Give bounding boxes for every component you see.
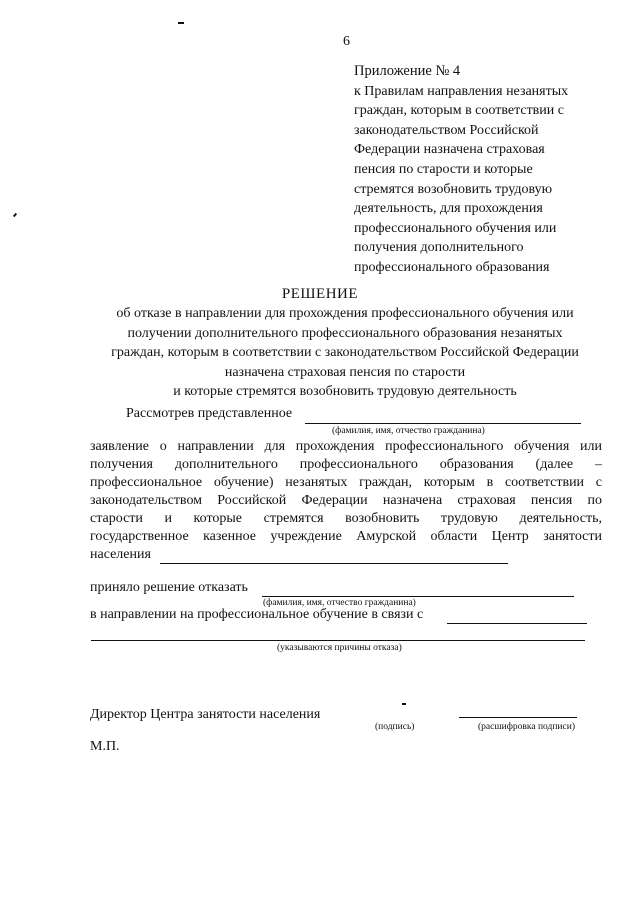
director-label: Директор Центра занятости населения xyxy=(90,707,321,722)
statement-line: старости и которые стремятся возобновить трудовую деятельность, xyxy=(90,511,602,526)
appendix-line: профессионального обучения или xyxy=(354,220,557,236)
refused-citizen-caption: (фамилия, имя, отчество гражданина) xyxy=(263,598,416,608)
decided-label: приняло решение отказать xyxy=(90,580,248,595)
stamp-label: М.П. xyxy=(90,739,120,754)
decision-title: РЕШЕНИЕ xyxy=(281,286,359,302)
statement-line: профессиональное обучение) незанятых граждан, которым в соответствии с xyxy=(90,475,602,490)
statement-line: государственное казенное учреждение Амурской области Центр занятости xyxy=(90,529,602,544)
reason-field-continued[interactable] xyxy=(91,640,585,641)
referral-label: в направлении на профессиональное обучение в связи с xyxy=(90,607,424,622)
citizen-name-field[interactable] xyxy=(305,423,581,424)
appendix-line: Федерации назначена страховая xyxy=(354,142,545,158)
signature-caption: (подпись) xyxy=(375,722,415,732)
reason-field[interactable] xyxy=(447,623,587,624)
decision-subtitle-line: граждан, которым в соответствии с законодательством Российской Федерации xyxy=(111,345,579,361)
statement-line: законодательством Российской Федерации назначена страховая пенсия по xyxy=(90,493,602,508)
population-label: населения xyxy=(90,547,151,562)
scan-speck xyxy=(13,213,17,217)
statement-line: получения дополнительного профессионального образования (далее – xyxy=(90,457,602,472)
statement-line: заявление о направлении для прохождения профессионального обучения или xyxy=(90,439,602,454)
appendix-line: получения дополнительного xyxy=(354,240,524,256)
appendix-note xyxy=(354,62,614,278)
appendix-title: Приложение № 4 xyxy=(354,63,461,79)
decision-subtitle-line: назначена страховая пенсия по старости xyxy=(224,364,466,380)
decoding-caption: (расшифровка подписи) xyxy=(478,722,575,732)
scan-speck xyxy=(178,22,184,24)
population-field[interactable] xyxy=(160,563,508,564)
considered-label: Рассмотрев представленное xyxy=(126,406,293,421)
appendix-line: к Правилам направления незанятых xyxy=(354,83,569,99)
appendix-line: деятельность, для прохождения xyxy=(354,201,543,217)
decision-subtitle-line: получении дополнительного профессионального образования незанятых xyxy=(127,325,563,341)
appendix-line: пенсия по старости и которые xyxy=(354,161,533,177)
reasons-caption: (указываются причины отказа) xyxy=(277,643,402,653)
decision-subtitle xyxy=(90,304,600,402)
appendix-line: стремятся возобновить трудовую xyxy=(354,181,553,197)
page-number: 6 xyxy=(343,34,350,49)
refused-citizen-field[interactable] xyxy=(262,596,574,597)
decision-subtitle-line: об отказе в направлении для прохождения профессионального обучения или xyxy=(116,306,574,321)
appendix-line: законодательством Российской xyxy=(354,122,539,138)
appendix-line: граждан, которым в соответствии с xyxy=(354,103,564,119)
decision-subtitle-line: и которые стремятся возобновить трудовую деятельность xyxy=(173,384,517,400)
scan-speck xyxy=(402,703,406,705)
citizen-name-caption: (фамилия, имя, отчество гражданина) xyxy=(332,426,485,436)
appendix-line: профессионального образования xyxy=(354,259,550,275)
signature-decoding-field[interactable] xyxy=(459,717,577,718)
